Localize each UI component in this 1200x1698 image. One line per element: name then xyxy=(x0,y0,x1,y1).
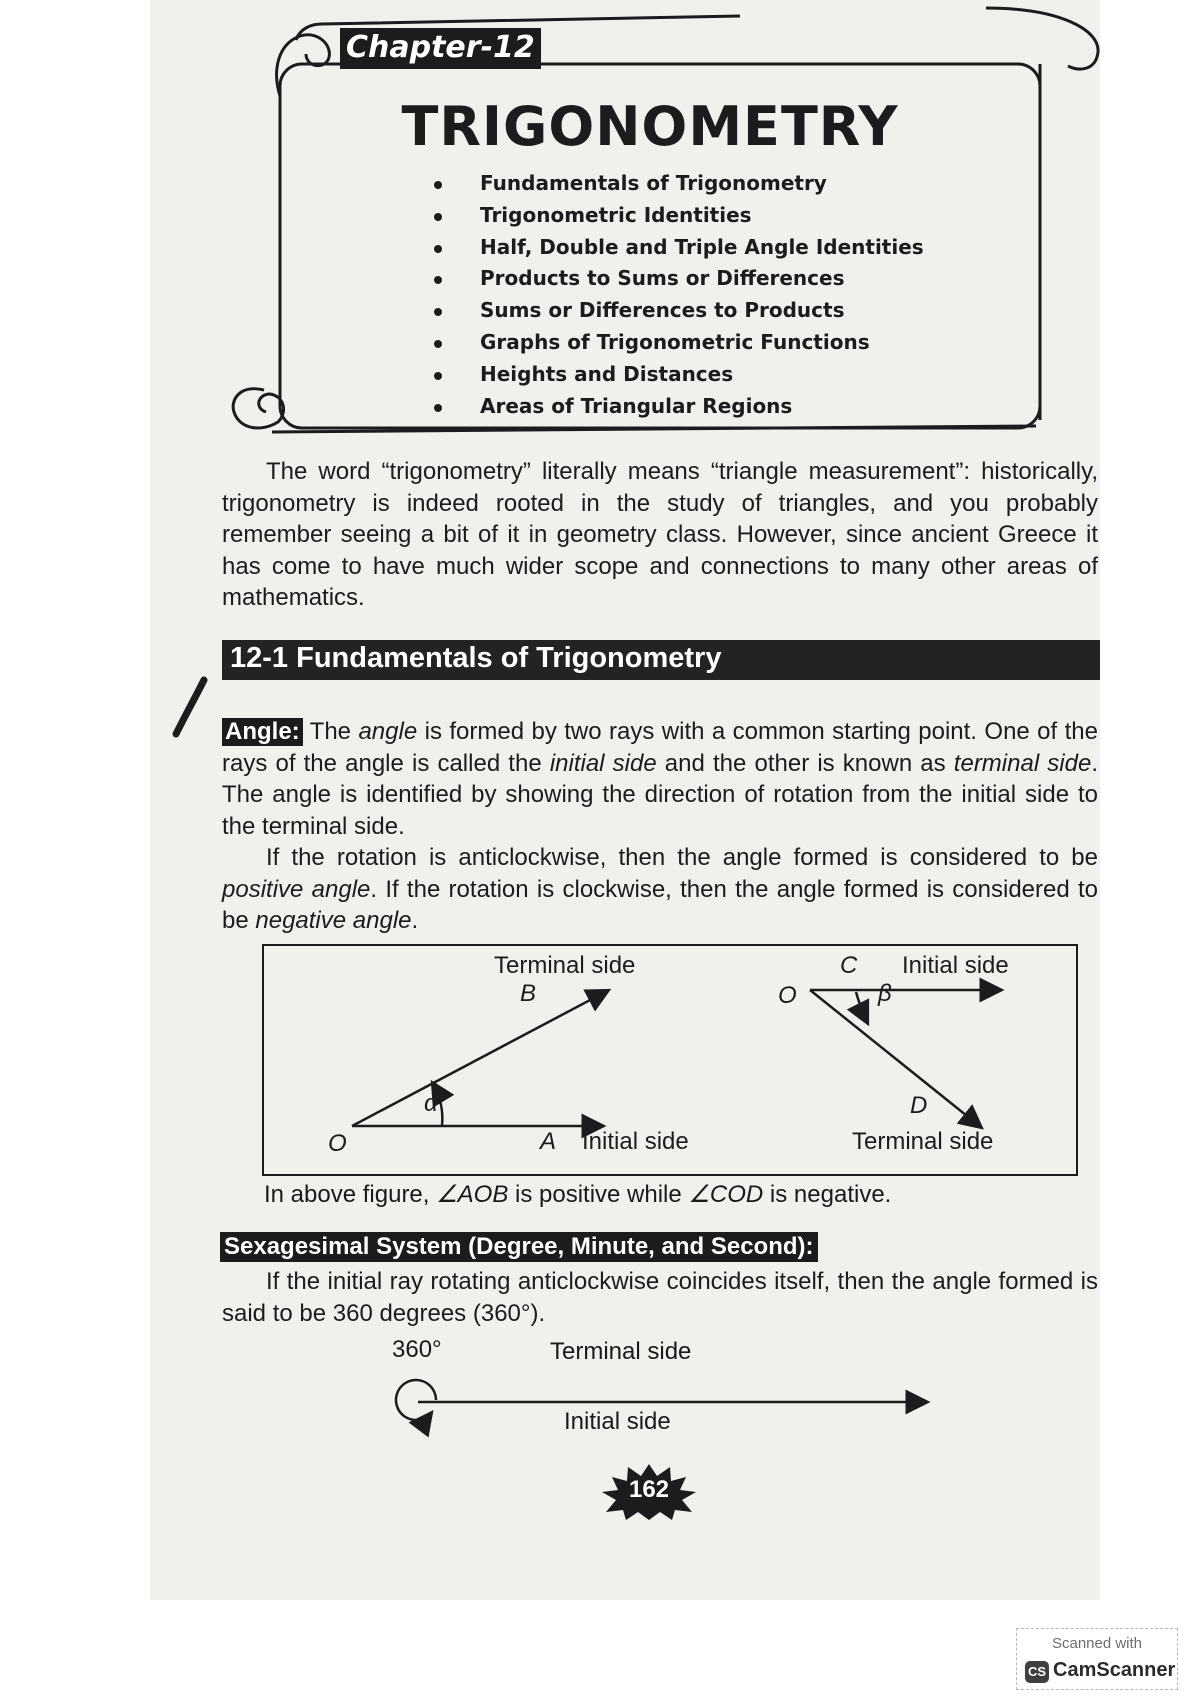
fig-initial-side-label: Initial side xyxy=(582,1128,689,1155)
rotation-paragraph xyxy=(222,842,1098,937)
topic-item: Sums or Differences to Products xyxy=(430,295,924,327)
term-angle: angle xyxy=(358,718,418,745)
topic-item: Trigonometric Identities xyxy=(430,200,924,232)
topic-item: Graphs of Trigonometric Functions xyxy=(430,327,924,359)
fig-point-a: A xyxy=(540,1128,557,1155)
chapter-topics-list xyxy=(430,168,924,422)
fig-alpha-symbol: α xyxy=(424,1090,438,1117)
fig-terminal-side-label: Terminal side xyxy=(494,952,636,979)
text-run: is formed by two rays with a common starting point. One of the rays of the angle is called the xyxy=(222,718,1098,777)
angle-cod: ∠COD xyxy=(688,1181,764,1208)
topic-item: Products to Sums or Differences xyxy=(430,263,924,295)
section-heading-bar xyxy=(222,640,1100,680)
intro-paragraph: The word “trigonometry” literally means “triangle measurement”: historically, trigonometry is indeed rooted in the study of triangles, and you probably remember seeing a bit of it in geometry class. However, since ancient Greece it has come to have much wider scope and connections to many other areas of mathematics. xyxy=(222,458,1098,611)
text-run: In above figure, xyxy=(264,1181,437,1208)
fig-initial-side-label-right: Initial side xyxy=(902,952,1009,979)
negative-rotation-arc xyxy=(856,992,868,1024)
term-positive-angle: positive angle xyxy=(222,875,371,903)
terminal-side-ray xyxy=(352,990,609,1126)
fig-point-b: B xyxy=(520,980,537,1007)
figure-caption xyxy=(264,1180,891,1209)
terminal-side-ray-right xyxy=(810,990,982,1128)
section-title: 12-1 Fundamentals of Trigonometry xyxy=(230,642,722,674)
badge-brand: CamScanner xyxy=(1053,1659,1176,1681)
term-terminal-side: terminal side xyxy=(953,749,1092,777)
fig-beta-symbol: β xyxy=(878,980,892,1007)
text-run: The xyxy=(302,718,359,745)
text-run: and the other is known as xyxy=(656,749,954,777)
fig-vertex-o: O xyxy=(328,1130,347,1157)
term-initial-side: initial side xyxy=(549,749,657,777)
camscanner-badge xyxy=(1016,1628,1178,1690)
fig-terminal-side-label-right: Terminal side xyxy=(852,1128,994,1155)
angle-aob: ∠AOB xyxy=(436,1181,509,1208)
text-run: . The angle is identified by showing the direction of rotation from the initial side to the terminal side. xyxy=(222,749,1098,840)
fig-vertex-o-right: O xyxy=(778,982,797,1009)
chapter-label: Chapter-12 xyxy=(340,28,541,69)
topic-item: Heights and Distances xyxy=(430,359,924,391)
angle-definition-paragraph xyxy=(222,716,1098,842)
topic-item: Half, Double and Triple Angle Identities xyxy=(430,232,924,264)
label-360-degrees: 360° xyxy=(392,1336,442,1363)
term-negative-angle: negative angle xyxy=(255,907,412,934)
text-run: . If the rotation is clockwise, then the angle formed is considered to be xyxy=(222,875,1099,934)
topic-item: Fundamentals of Trigonometry xyxy=(430,168,924,200)
sexagesimal-heading: Sexagesimal System (Degree, Minute, and Second): xyxy=(220,1232,818,1262)
badge-caption: Scanned with xyxy=(1051,1635,1143,1652)
text-run: If the rotation is anticlockwise, then the angle formed is considered to be xyxy=(266,844,1098,871)
angle-figure xyxy=(262,944,1078,1176)
margin-pen-mark xyxy=(168,676,212,740)
text-run: . xyxy=(411,907,419,934)
topic-item: Areas of Triangular Regions xyxy=(430,391,924,423)
sexagesimal-paragraph: If the initial ray rotating anticlockwise coincides itself, then the angle formed is said to be 360 degrees (360°). xyxy=(222,1268,1098,1327)
label-terminal-side-360: Terminal side xyxy=(550,1338,692,1365)
fig-point-d: D xyxy=(910,1092,928,1119)
camscanner-logo-icon: CS xyxy=(1025,1661,1049,1683)
label-initial-side-360: Initial side xyxy=(564,1408,671,1435)
full-rotation-circle xyxy=(396,1380,436,1420)
page-number: 162 xyxy=(628,1476,670,1503)
text-run: is negative. xyxy=(763,1181,892,1208)
angle-tag: Angle: xyxy=(222,718,303,746)
fig-point-c: C xyxy=(840,952,858,979)
text-run: is positive while xyxy=(508,1181,689,1208)
chapter-title: TRIGONOMETRY xyxy=(401,95,899,158)
page-number-badge xyxy=(600,1464,698,1520)
